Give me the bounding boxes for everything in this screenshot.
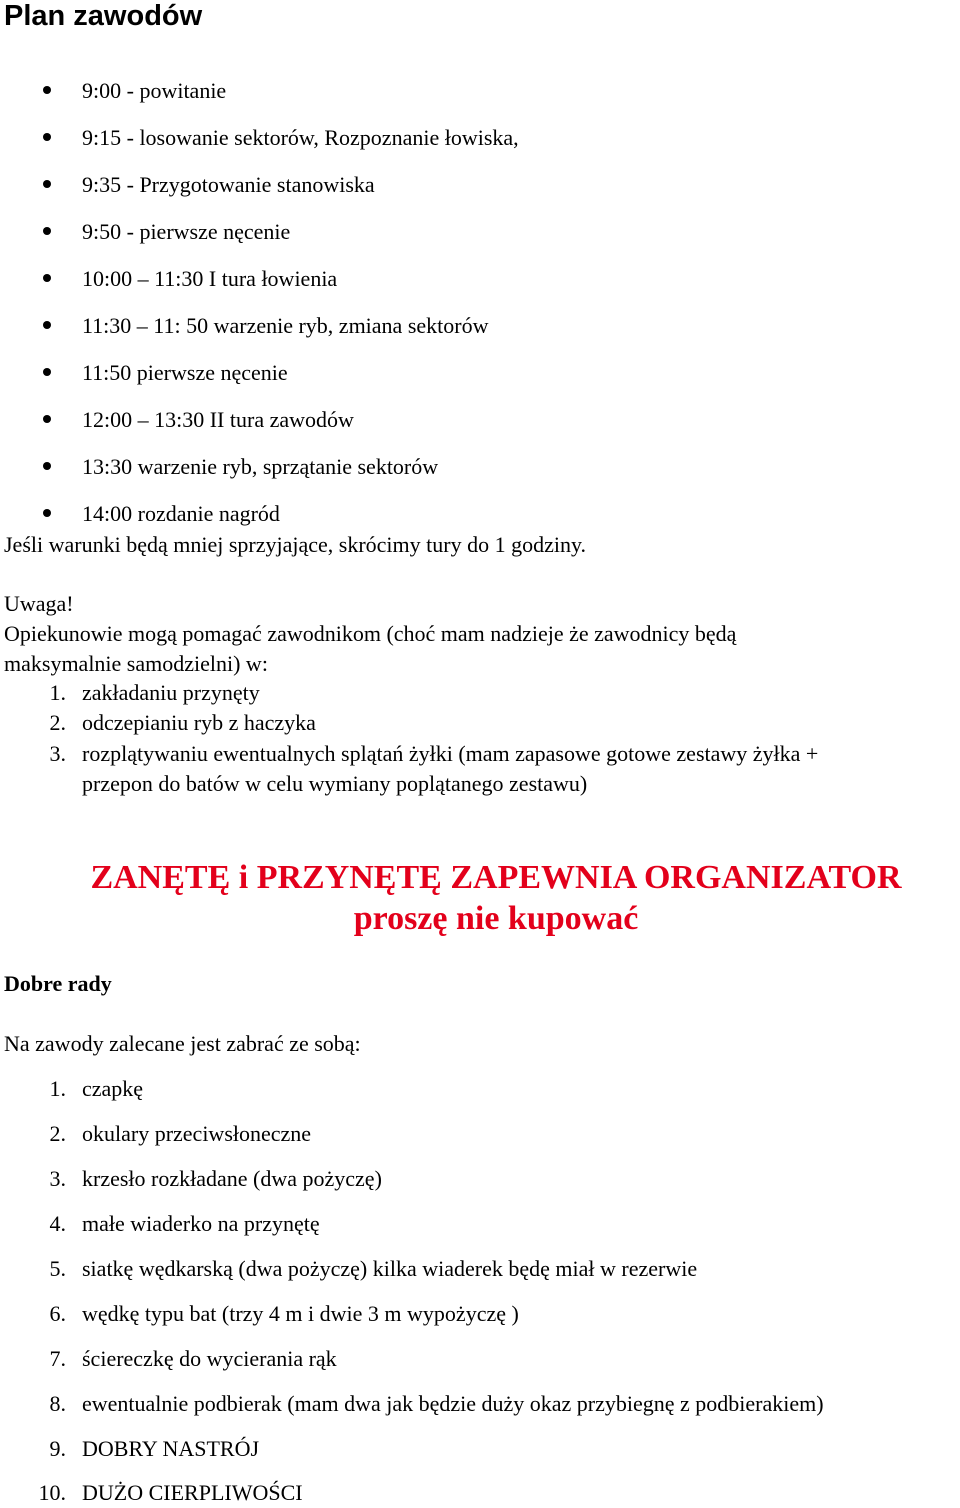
bullet-icon [43,321,51,329]
list-item: krzesło rozkładane (dwa pożyczę) [82,1166,382,1191]
warning-text: Opiekunowie mogą pomagać zawodnikom (choć mam nadzieje że zawodnicy będą [4,621,737,646]
list-item-continuation: przepon do batów w celu wymiany poplątanego zestawu) [82,771,588,796]
list-item: DUŻO CIERPLIWOŚCI [82,1480,303,1505]
bullet-icon [43,368,51,376]
list-item: zakładaniu przynęty [82,680,260,705]
bullet-icon [43,415,51,423]
bullet-icon [43,462,51,470]
warning-text: maksymalnie samodzielni) w: [4,651,268,676]
list-number: 4. [49,1211,66,1236]
list-item: DOBRY NASTRÓJ [82,1436,260,1461]
list-item: małe wiaderko na przynętę [82,1211,320,1236]
list-number: 1. [49,1076,66,1101]
bullet-icon [43,509,51,517]
bullet-icon [43,133,51,141]
list-number: 2. [49,1121,66,1146]
page-title: Plan zawodów [4,0,203,32]
list-item: wędkę typu bat (trzy 4 m i dwie 3 m wypożyczę ) [82,1301,519,1326]
warning-heading: Uwaga! [4,591,74,616]
list-item: siatkę wędkarską (dwa pożyczę) kilka wiaderek będę miał w rezerwie [82,1256,698,1281]
list-number: 9. [49,1436,66,1461]
bullet-icon [43,180,51,188]
advice-intro: Na zawody zalecane jest zabrać ze sobą: [4,1031,361,1056]
organizer-subnotice: proszę nie kupować [353,900,639,937]
advice-heading: Dobre rady [4,971,112,996]
list-item: odczepianiu ryb z haczyka [82,710,316,735]
list-item: rozplątywaniu ewentualnych splątań żyłki (mam zapasowe gotowe zestawy żyłka + [82,741,819,766]
list-number: 10. [38,1480,66,1505]
list-number: 6. [49,1301,66,1326]
list-number: 1. [49,680,66,705]
list-item: ściereczkę do wycierania rąk [82,1346,337,1371]
organizer-notice: ZANĘTĘ i PRZYNĘTĘ ZAPEWNIA ORGANIZATOR [90,859,902,896]
list-item: czapkę [82,1076,144,1101]
list-number: 3. [49,1166,66,1191]
list-number: 2. [49,710,66,735]
bullet-icon [43,227,51,235]
bullet-icon [43,86,51,94]
list-number: 8. [49,1391,66,1416]
bullet-icon [43,274,51,282]
list-item: ewentualnie podbierak (mam dwa jak będzie duży okaz przybiegnę z podbierakiem) [82,1391,824,1416]
list-number: 3. [49,741,66,766]
list-number: 7. [49,1346,66,1371]
weather-note: Jeśli warunki będą mniej sprzyjające, skrócimy tury do 1 godziny. [4,532,587,557]
list-item: okulary przeciwsłoneczne [82,1121,312,1146]
list-number: 5. [49,1256,66,1281]
